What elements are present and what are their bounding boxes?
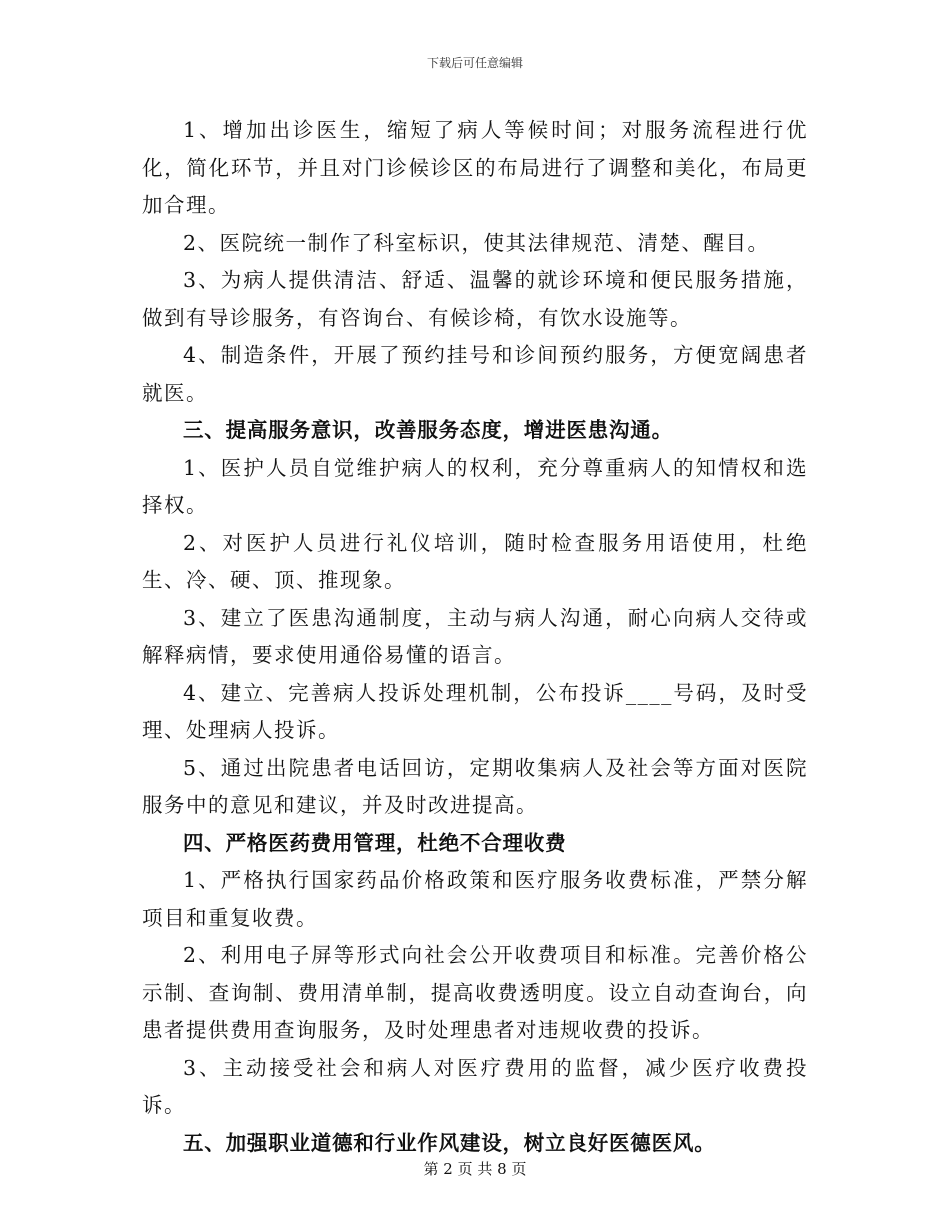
paragraph-item-1: 1、医护人员自觉维护病人的权利，充分尊重病人的知情权和选择权。 [142, 455, 808, 517]
paragraph-item-1: 1、增加出诊医生，缩短了病人等候时间；对服务流程进行优化，简化环节，并且对门诊候诊区的布局进行了调整和美化，布局更加合理。 [142, 118, 808, 217]
section-heading-4: 四、严格医药费用管理，杜绝不合理收费 [183, 830, 567, 855]
paragraph-item-2: 2、对医护人员进行礼仪培训，随时检查服务用语使用，杜绝生、冷、硬、顶、推现象。 [142, 530, 808, 592]
section-heading-3: 三、提高服务意识，改善服务态度，增进医患沟通。 [183, 418, 673, 442]
paragraph-item-4: 4、制造条件，开展了预约挂号和诊间预约服务，方便宽阔患者就医。 [142, 343, 808, 405]
paragraph-item-3: 3、为病人提供清洁、舒适、温馨的就诊环境和便民服务措施，做到有导诊服务，有咨询台、有候诊椅，有饮水设施等。 [142, 268, 808, 330]
paragraph-item-2: 2、医院统一制作了科室标识，使其法律规范、清楚、醒目。 [183, 230, 770, 255]
paragraph-item-4: 4、建立、完善病人投诉处理机制，公布投诉____号码，及时受理、处理病人投诉。 [142, 680, 808, 742]
header-note: 下载后可任意编辑 [426, 56, 523, 70]
paragraph-item-1: 1、严格执行国家药品价格政策和医疗服务收费标准，严禁分解项目和重复收费。 [142, 868, 808, 930]
paragraph-item-3: 3、建立了医患沟通制度，主动与病人沟通，耐心向病人交待或解释病情，要求使用通俗易懂的语言。 [142, 605, 808, 667]
paragraph-item-2: 2、利用电子屏等形式向社会公开收费项目和标准。完善价格公示制、查询制、费用清单制，提高收费透明度。设立自动查询台，向患者提供费用查询服务，及时处理患者对违规收费的投诉。 [142, 943, 808, 1042]
page-number-footer: 第 2 页 共 8 页 [423, 1160, 527, 1178]
paragraph-item-3: 3、主动接受社会和病人对医疗费用的监督，减少医疗收费投诉。 [142, 1055, 808, 1117]
document-body [142, 112, 808, 1162]
section-heading-5: 五、加强职业道德和行业作风建设，树立良好医德医风。 [183, 1130, 716, 1155]
paragraph-item-5: 5、通过出院患者电话回访，定期收集病人及社会等方面对医院服务中的意见和建议，并及时改进提高。 [142, 755, 808, 817]
